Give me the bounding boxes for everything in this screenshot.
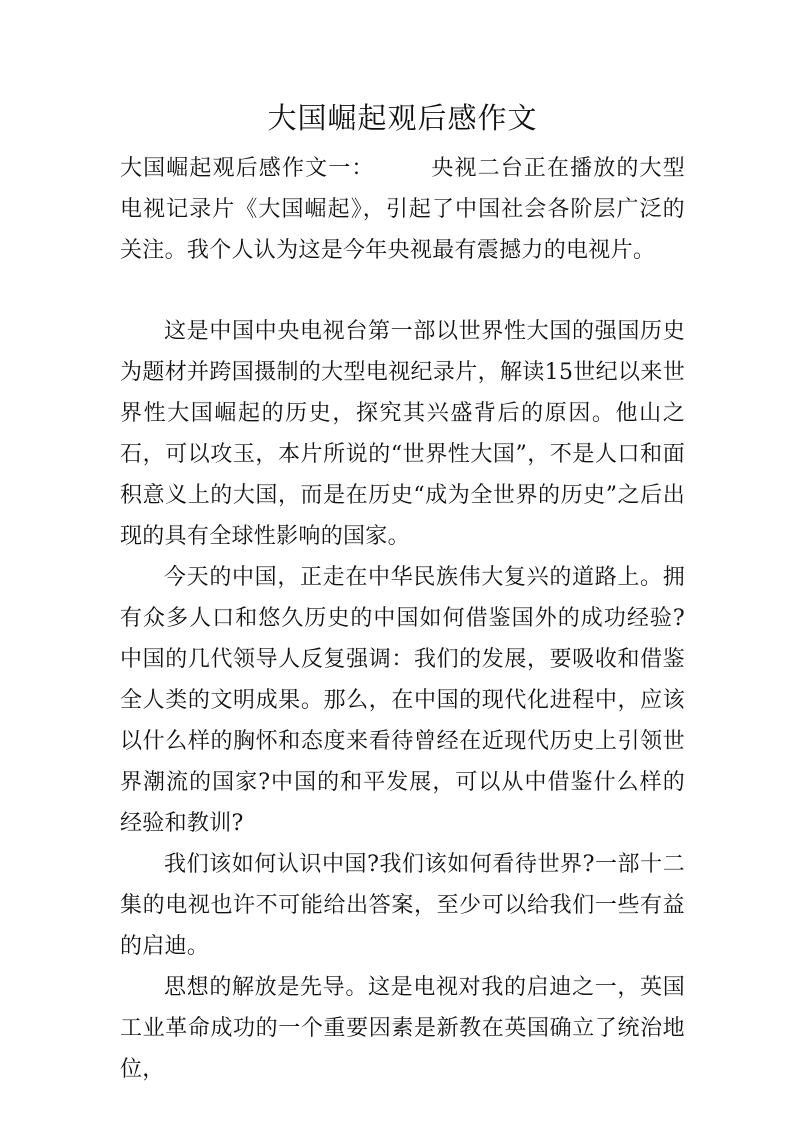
body-paragraph-4: 思想的解放是先导。这是电视对我的启迪之一，英国工业革命成功的一个重要因素是新教在英国确立了统治地位， — [120, 975, 685, 1082]
body-paragraph-2: 今天的中国，正走在中华民族伟大复兴的道路上。拥有众多人口和悠久历史的中国如何借鉴国外的成功经验?中国的几代领导人反复强调：我们的发展，要吸收和借鉴全人类的文明成果。那么，在中国的现代化进程中，应该以什么样的胸怀和态度来看待曾经在近现代历史上引领世界潮流的国家?中国的和平发展，可以从中借鉴什么样的经验和教训? — [120, 565, 685, 836]
body-paragraph-3: 我们该如何认识中国?我们该如何看待世界?一部十二集的电视也许不可能给出答案，至少可以给我们一些有益的启迪。 — [120, 852, 685, 959]
intro-text: 央视二台正在播放的大型电视记录片《大国崛起》，引起了中国社会各阶层广泛的关注。我个人认为这是今年央视最有震撼力的电视片。 — [120, 156, 685, 263]
paragraph-gap — [120, 271, 685, 311]
body-paragraph-1: 这是中国中央电视台第一部以世界性大国的强国历史为题材并跨国摄制的大型电视纪录片，解读15世纪以来世界性大国崛起的历史，探究其兴盛背后的原因。他山之石，可以攻玉，本片所说的“世界性大国”，不是人口和面积意义上的大国，而是在历史“成为全世界的历史”之后出现的具有全球性影响的国家。 — [120, 319, 685, 549]
document-title: 大国崛起观后感作文 — [267, 101, 538, 135]
intro-label: 大国崛起观后感作文一： — [120, 156, 375, 181]
intro-paragraph — [120, 148, 685, 271]
